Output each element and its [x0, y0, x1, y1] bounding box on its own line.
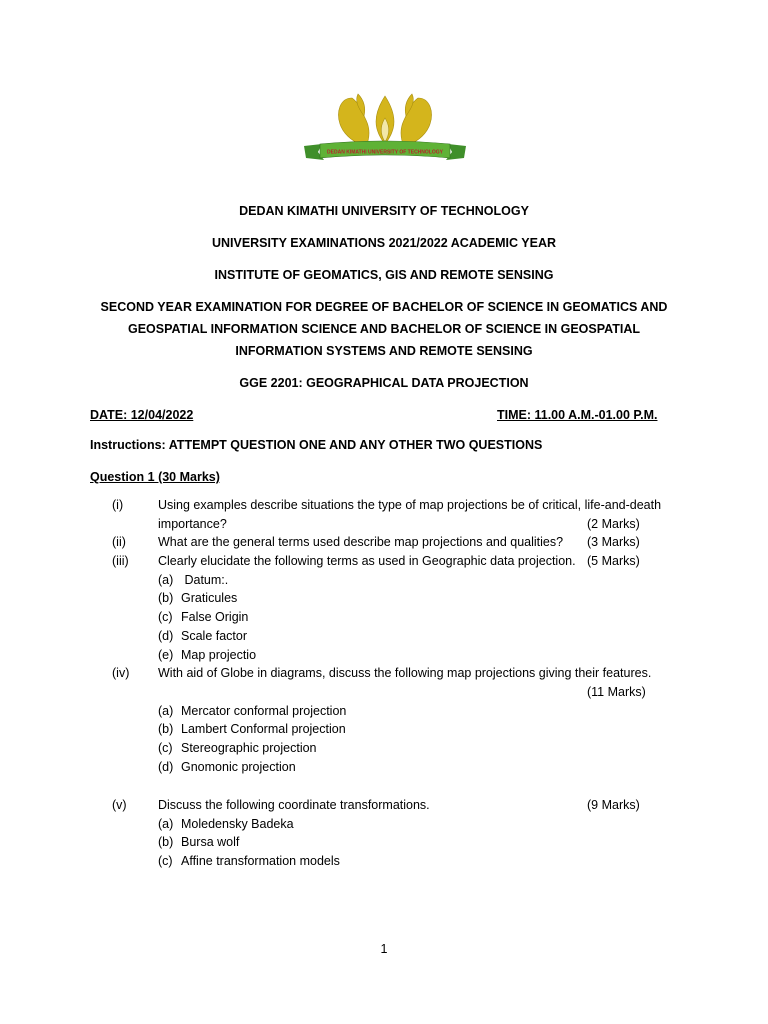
part-number: (iii)	[112, 554, 129, 568]
sub-item-label: (b)	[158, 591, 174, 605]
university-logo	[300, 90, 470, 172]
sub-item-text: False Origin	[181, 610, 249, 624]
part-text: Discuss the following coordinate transformations.	[158, 798, 430, 812]
sub-item-text: Graticules	[181, 591, 238, 605]
sub-item-text: Gnomonic projection	[181, 760, 296, 774]
part-text: What are the general terms used describe map projections and qualities?	[158, 535, 564, 549]
sub-item-label: (a)	[158, 704, 174, 718]
sub-item-text: Bursa wolf	[181, 835, 240, 849]
part-marks: (11 Marks)	[587, 685, 646, 699]
exam-title-line-1: SECOND YEAR EXAMINATION FOR DEGREE OF BACHELOR OF SCIENCE IN GEOMATICS AND	[100, 300, 668, 314]
sub-item-label: (d)	[158, 629, 174, 643]
sub-item-label: (d)	[158, 760, 174, 774]
part-number: (v)	[112, 798, 127, 812]
sub-item-label: (a)	[158, 817, 174, 831]
sub-item-label: (b)	[158, 835, 174, 849]
part-text: Clearly elucidate the following terms as used in Geographic data projection.	[158, 554, 576, 568]
part-text-continued: importance?	[158, 517, 227, 531]
part-number: (iv)	[112, 666, 130, 680]
sub-item-text: Affine transformation models	[181, 854, 340, 868]
part-marks: (3 Marks)	[587, 535, 640, 549]
institute-name: INSTITUTE OF GEOMATICS, GIS AND REMOTE SENSING	[214, 268, 554, 282]
sub-item-text: Stereographic projection	[181, 741, 317, 755]
exam-time: TIME: 11.00 A.M.-01.00 P.M.	[497, 408, 658, 422]
university-name: DEDAN KIMATHI UNIVERSITY OF TECHNOLOGY	[239, 204, 529, 218]
part-marks: (5 Marks)	[587, 554, 640, 568]
course-title: GGE 2201: GEOGRAPHICAL DATA PROJECTION	[239, 376, 529, 390]
sub-item-label: (c)	[158, 741, 173, 755]
part-text: Using examples describe situations the type of map projections be of critical, life-and-death	[158, 498, 662, 512]
part-marks: (9 Marks)	[587, 798, 640, 812]
sub-item-label: (e)	[158, 648, 174, 662]
sub-item-text: Map projectio	[181, 648, 257, 662]
sub-item-text: Mercator conformal projection	[181, 704, 347, 718]
sub-item-text: Scale factor	[181, 629, 248, 643]
exam-title-line-2: GEOSPATIAL INFORMATION SCIENCE AND BACHELOR OF SCIENCE IN GEOSPATIAL	[127, 322, 641, 336]
page-number: 1	[380, 942, 388, 956]
exam-title-line-3: INFORMATION SYSTEMS AND REMOTE SENSING	[235, 344, 533, 358]
sub-item-text: Moledensky Badeka	[181, 817, 294, 831]
sub-item-label: (b)	[158, 722, 174, 736]
question-1-title: Question 1 (30 Marks)	[90, 470, 220, 484]
sub-item-label: (c)	[158, 610, 173, 624]
sub-item-text: Lambert Conformal projection	[181, 722, 346, 736]
sub-item-label: (c)	[158, 854, 173, 868]
sub-item-text: Datum:.	[181, 573, 229, 587]
sub-item-label: (a)	[158, 573, 174, 587]
logo-banner-text: DEDAN KIMATHI UNIVERSITY OF TECHNOLOGY	[327, 149, 443, 156]
part-marks: (2 Marks)	[587, 517, 640, 531]
part-number: (i)	[112, 498, 124, 512]
instructions: Instructions: ATTEMPT QUESTION ONE AND ANY OTHER TWO QUESTIONS	[90, 438, 543, 452]
part-number: (ii)	[112, 535, 126, 549]
exam-session: UNIVERSITY EXAMINATIONS 2021/2022 ACADEMIC YEAR	[211, 236, 557, 250]
part-text: With aid of Globe in diagrams, discuss the following map projections giving their features.	[158, 666, 652, 680]
exam-date: DATE: 12/04/2022	[90, 408, 194, 422]
